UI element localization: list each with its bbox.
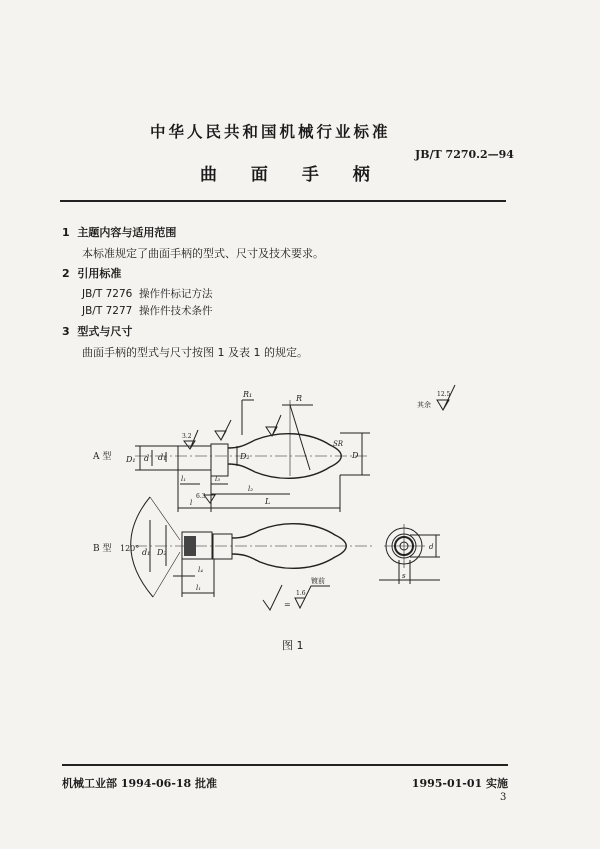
type-b-label: B 型: [93, 544, 112, 554]
reference-item: JB/T 7277 操作件技术条件: [82, 305, 213, 317]
hub-a: [211, 444, 228, 476]
svg-text:l₃: l₃: [215, 475, 221, 483]
svg-text:=: =: [284, 600, 291, 609]
section-1-body: 本标准规定了曲面手柄的型式、尺寸及技术要求。: [82, 247, 324, 260]
footer-divider: [62, 764, 508, 766]
svg-text:l₁: l₁: [181, 475, 187, 483]
effective-date: 1995-01-01 实施: [411, 777, 508, 790]
section-1-heading: 1 主题内容与适用范围: [62, 226, 177, 239]
svg-text:6.3: 6.3: [196, 493, 206, 500]
svg-text:1.6: 1.6: [296, 590, 306, 597]
section-3-body: 曲面手柄的型式与尺寸按图 1 及表 1 的规定。: [82, 346, 308, 359]
svg-text:s: s: [402, 572, 406, 580]
approval-note: 机械工业部 1994-06-18 批准: [62, 777, 218, 790]
type-a-label: A 型: [93, 452, 112, 462]
section-2-heading: 2 引用标准: [62, 267, 122, 280]
svg-text:镀前: 镀前: [311, 577, 325, 585]
svg-text:D₂: D₂: [240, 452, 250, 461]
svg-text:D: D: [352, 451, 359, 460]
hub-b: [213, 534, 232, 559]
svg-text:R: R: [296, 394, 303, 403]
document-title: 曲 面 手 柄: [200, 165, 384, 185]
svg-text:L: L: [265, 497, 271, 506]
svg-text:d₁: d₁: [158, 453, 167, 462]
figure-caption: 图 1: [282, 639, 304, 652]
page-number: 3: [500, 792, 507, 803]
svg-text:l₂: l₂: [248, 485, 254, 493]
svg-text:3.2: 3.2: [182, 433, 192, 440]
svg-text:D₂: D₂: [157, 548, 167, 557]
standard-code: JB/T 7270.2—94: [415, 148, 514, 161]
svg-text:d: d: [144, 454, 150, 463]
svg-text:D₁: D₁: [126, 455, 136, 464]
svg-text:l: l: [190, 499, 193, 507]
svg-text:其余: 其余: [417, 401, 431, 409]
svg-text:R₁: R₁: [243, 390, 253, 399]
svg-text:d₁: d₁: [142, 548, 151, 557]
reference-item: JB/T 7276 操作件标记方法: [82, 288, 213, 300]
svg-text:d: d: [429, 543, 434, 551]
collar-a: [178, 446, 211, 470]
svg-text:l₁: l₁: [196, 584, 202, 592]
svg-text:120°: 120°: [120, 544, 140, 553]
handle-grip-b: [232, 524, 346, 569]
section-3-heading: 3 型式与尺寸: [62, 325, 133, 338]
svg-text:SR: SR: [333, 440, 344, 448]
svg-text:12.5: 12.5: [437, 391, 451, 398]
issuing-organization: 中华人民共和国机械行业标准: [150, 123, 391, 141]
svg-text:l₄: l₄: [198, 566, 204, 574]
